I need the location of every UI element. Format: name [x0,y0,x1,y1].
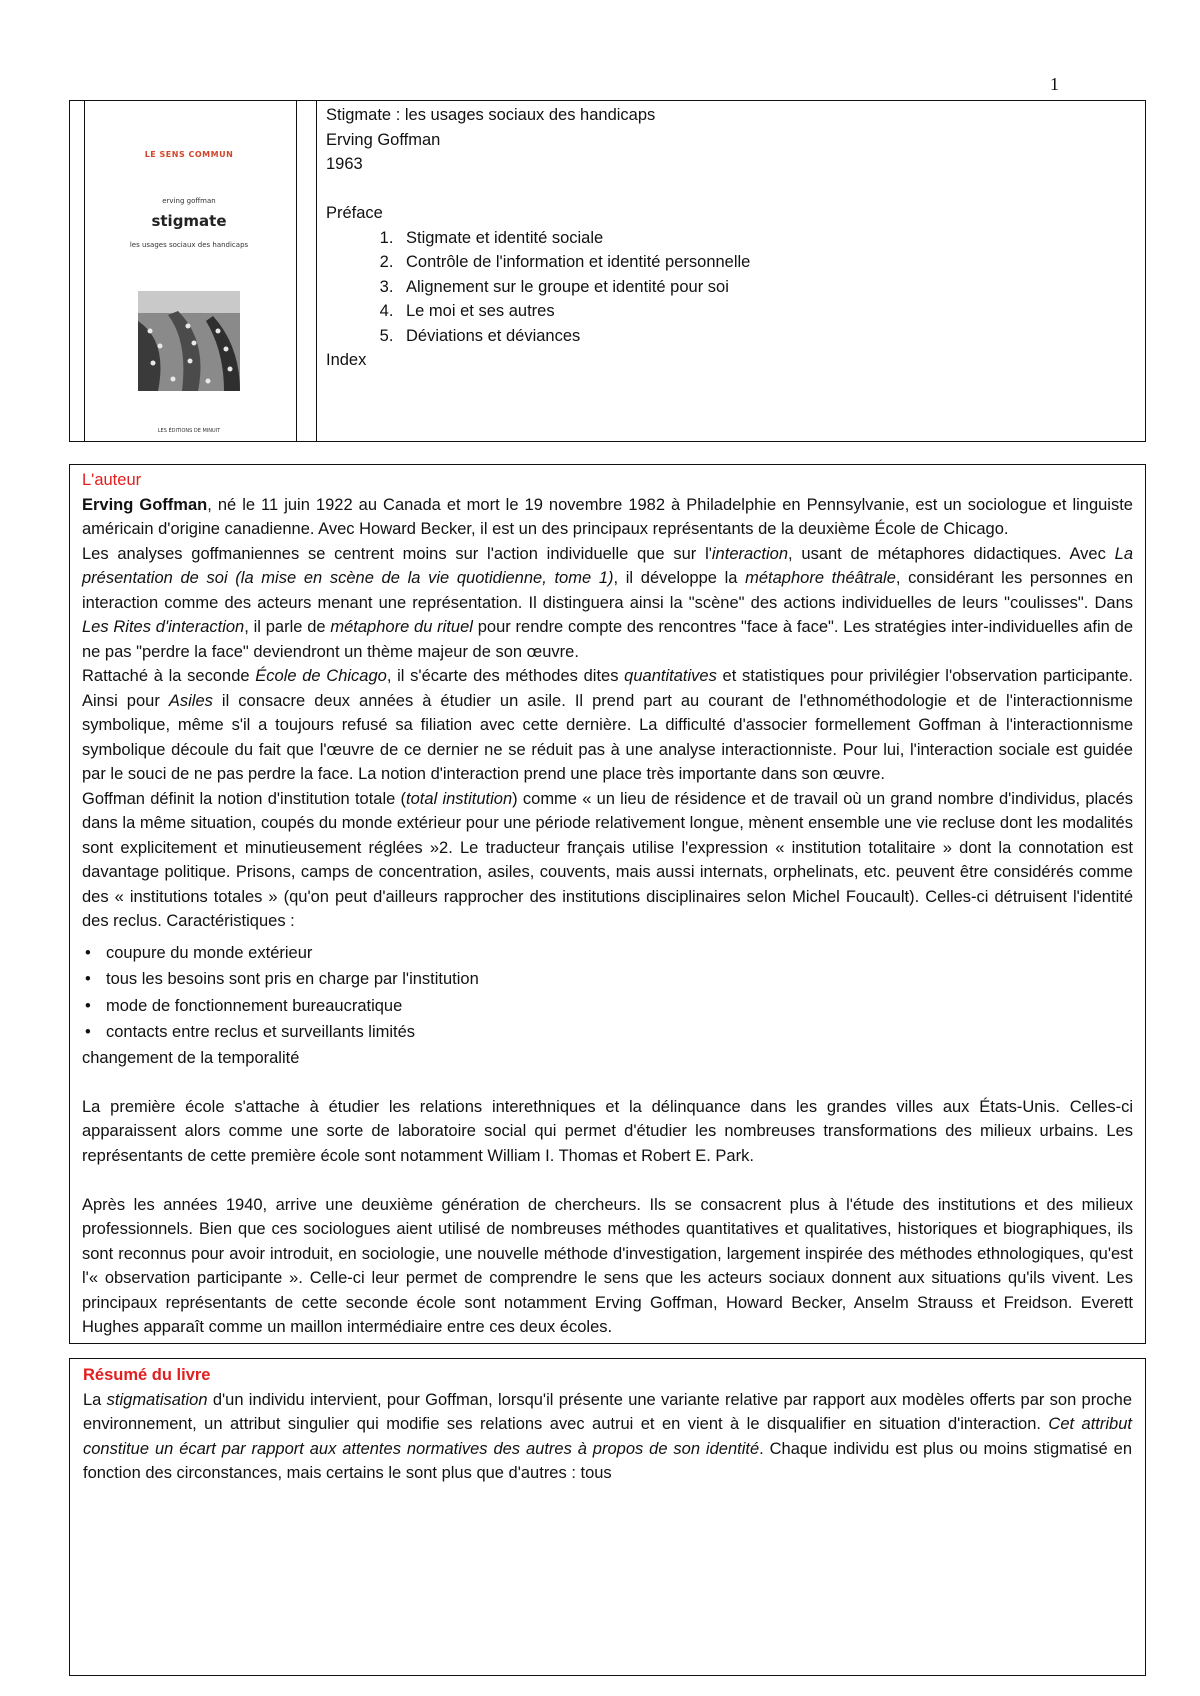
text: La [83,1390,107,1409]
paragraph [82,542,1133,665]
text: Rattaché à la seconde [82,667,256,685]
text: d'un individu intervient, pour Goffman, lorsqu'il présente une variante relative par rapport aux modèles offerts par son proche environnement, un attribut singulier qui modifie ses relations avec autrui et en vient à le disqualifier en situation d'interaction. [83,1390,1133,1433]
book-author: Erving Goffman [326,130,441,149]
emphasis: total institution [406,789,513,808]
cover-publisher: LES ÉDITIONS DE MINUIT [157,428,221,434]
emphasis: stigmatisation [106,1390,208,1409]
cover-title: stigmate [151,212,227,230]
book-title: Stigmate : les usages sociaux des handicaps [326,106,656,124]
list-item: • mode de fonctionnement bureaucratique [82,993,1133,1020]
text: Les analyses goffmaniennes se centrent moins sur l'action individuelle que sur l' [82,544,712,563]
emphasis: quantitatives [624,667,717,685]
list-item: • tous les besoins sont pris en charge par l'institution [82,966,1133,993]
list-item: • contacts entre reclus et surveillants limités [82,1019,1133,1046]
summary-section [69,1358,1146,1676]
emphasis: Les Rites d'interaction [82,618,245,636]
page-number: 1 [1050,74,1059,94]
chapter-item: 4. Le moi et ses autres [398,299,750,324]
text: , né le 11 juin 1922 au Canada et mort le 19 novembre 1982 à Philadelphie en Pennsylvanie, est un sociologue et linguiste américain d'origine canadienne. Avec Howard Becker, il est un des principaux représentants de la deuxième École de Chicago. [82,495,1133,538]
cover-collection: LE SENS COMMUN [144,150,234,159]
section-heading: Résumé du livre [83,1366,211,1384]
chapter-item: 2. Contrôle de l'information et identité personnelle [398,250,750,275]
paragraph [82,787,1133,934]
author-name: Erving Goffman [82,495,208,514]
paragraph [82,664,1133,787]
cover-photo [138,291,240,391]
text: , il développe la [613,569,746,587]
text: . Chaque individu est plus ou moins stigmatisé en fonction des circonstances, mais certains le sont plus que d'autres : tous [83,1439,1132,1482]
text: il consacre deux années à étudier un asile. Il prend part au courant de l'ethnométhodologie et de l'interactionnisme symbolique, même s'il a toujours refusé sa filiation avec cette dernière. La difficulté d'associer formellement Goffman à l'interactionnisme symbolique découle du fait que l'œuvre de ce dernier ne se réduit pas à une analyse interactionniste. Pour lui, l'interaction sociale est guidée par le souci de ne pas perdre la face. La notion d'interaction prend une place très importante dans son œuvre. [82,691,1133,783]
emphasis: Asiles [168,691,213,710]
emphasis: La présentation de soi (la mise en scène de la vie quotidienne, tome 1) [82,544,1133,587]
chapter-item: 3. Alignement sur le groupe et identité pour soi [398,275,750,300]
book-info-table [69,100,1146,442]
text: , il s'écarte des méthodes dites [386,667,625,685]
table-divider [84,101,85,441]
book-cover-image [92,109,286,435]
author-section-content [69,464,1146,1344]
text: Goffman définit la notion d'institution totale ( [82,789,407,808]
emphasis: École de Chicago [255,667,387,685]
chapter-item: 1. Stigmate et identité sociale [398,226,750,251]
text: pour rendre compte des rencontres "face à face". Les stratégies inter-individuelles afin de ne pas "perdre la face" deviendront un thème majeur de son œuvre. [82,618,1134,661]
text: et statistiques pour privilégier l'observation participante. Ainsi pour [82,667,1133,710]
chapter-item: 5. Déviations et déviances [398,324,750,349]
cover-author: erving goffman [162,197,216,205]
paragraph [83,1388,1132,1486]
emphasis: Cet attribut constitue un écart par rapport aux attentes normatives des autres à propos de son identité [83,1415,1132,1458]
toc-index: Index [326,351,367,369]
list-item: • coupure du monde extérieur [82,940,1133,967]
bullet-list [82,940,1133,1046]
book-details [326,103,750,373]
table-divider [296,101,297,441]
paragraph [82,493,1133,542]
paragraph: La première école s'attache à étudier les relations interethniques et la délinquance dans les grandes villes aux États-Unis. Celles-ci apparaissent alors comme une sorte de laboratoire social qui permet d'étudier les nombreuses transformations des milieux urbains. Les représentants de cette première école sont notamment William I. Thomas et Robert E. Park. [82,1097,1133,1165]
text: , usant de métaphores didactiques. Avec [788,544,1115,563]
text: ) comme « un lieu de résidence et de travail où un grand nombre d'individus, placés dans la même situation, coupés du monde extérieur pour une période relativement longue, mènent ensemble une vie recluse dont les modalités sont explicitement et minutieusement réglées »2. Le traducteur français utilise l'expression « institution totalitaire » dont la connotation est davantage politique. Prisons, camps de concentration, asiles, couvents, mais aussi internats, orphelinats, etc. peuvent être considérés comme des « institutions totales » (qu'on peut d'ailleurs rapprocher des institutions disciplinaires selon Michel Foucault). Celles-ci détruisent l'identité des reclus. Caractéristiques : [82,789,1134,930]
emphasis: métaphore du rituel [330,618,473,636]
paragraph: Après les années 1940, arrive une deuxième génération de chercheurs. Ils se consacrent plus à l'étude des institutions et des milieux professionnels. Bien que ces sociologues aient utilisé de nombreuses méthodes quantitatives et qualitatives, historiques et biographiques, ils sont reconnus pour avoir introduit, en sociologie, une nouvelle méthode d'investigation, largement inspirée des méthodes ethnologiques, qu'est l'« observation participante ». Celle-ci leur permet de comprendre le sens que les acteurs sociaux donnent aux situations qu'ils vivent. Les principaux représentants de cette seconde école sont notamment Erving Goffman, Howard Becker, Anselm Strauss et Freidson. Everett Hughes apparaît comme un maillon intermédiaire entre ces deux écoles. [82,1195,1133,1336]
section-heading: L'auteur [82,471,142,489]
paragraph: changement de la temporalité [82,1048,300,1067]
book-year: 1963 [326,155,363,173]
chapter-list [326,226,750,349]
emphasis: interaction [711,544,789,563]
text: , il parle de [244,618,331,636]
toc-title: Préface [326,204,383,222]
text: , considérant les personnes en interaction comme des acteurs menant une représentation. Il distinguera ainsi la "scène" des actions individuelles de leurs "coulisses". Dans [82,569,1133,612]
emphasis: métaphore théâtrale [745,569,896,587]
table-divider [316,101,317,441]
cover-subtitle: les usages sociaux des handicaps [129,241,249,249]
